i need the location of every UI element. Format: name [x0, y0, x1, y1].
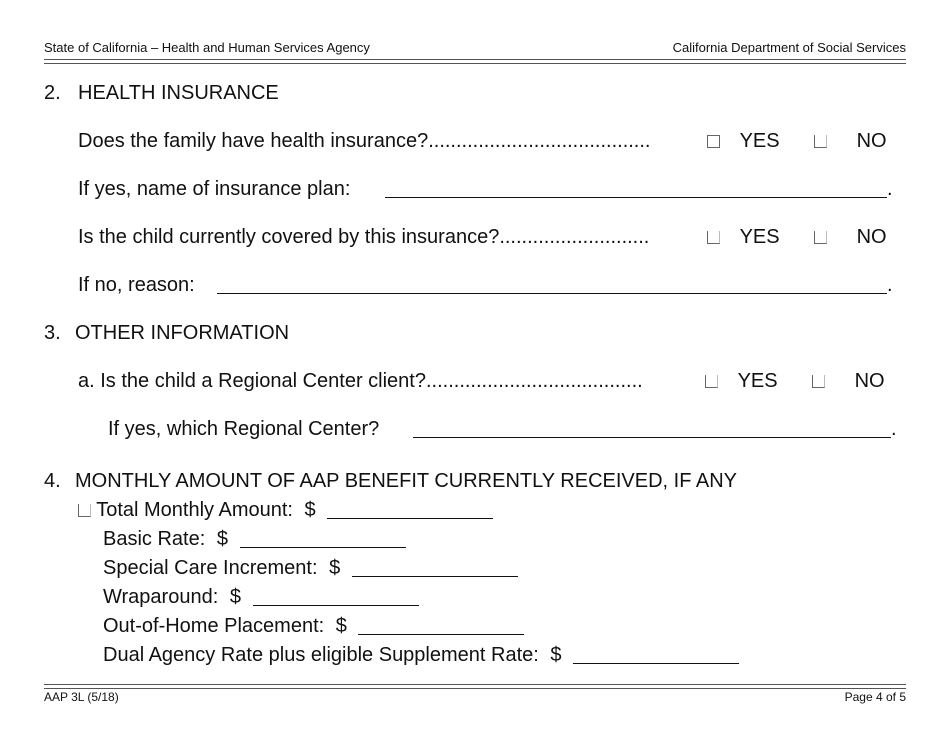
- plan-name-period: .: [887, 178, 893, 200]
- out-of-home-label: Out-of-Home Placement:: [103, 615, 325, 637]
- section-4-heading: [44, 470, 737, 493]
- child-covered-no-checkbox[interactable]: [814, 231, 827, 244]
- which-center-period: .: [891, 418, 897, 440]
- question-plan-name: [78, 178, 350, 201]
- question-plan-name-label: If yes, name of insurance plan:: [78, 178, 351, 200]
- has-insurance-no-option[interactable]: [814, 130, 887, 153]
- question-has-insurance-label: Does the family have health insurance?........................................: [78, 130, 651, 152]
- dual-agency-row: [103, 644, 739, 667]
- question-regional-center: [78, 370, 643, 393]
- total-monthly-checkbox[interactable]: [78, 504, 91, 517]
- child-covered-no-label: NO: [856, 226, 887, 248]
- header-department: California Department of Social Services: [672, 40, 906, 55]
- question-no-reason-label: If no, reason:: [78, 274, 195, 296]
- regional-center-no-label: NO: [854, 370, 885, 392]
- question-no-reason: [78, 274, 195, 297]
- dual-agency-label: Dual Agency Rate plus eligible Supplement Rate:: [103, 644, 539, 666]
- form-id: AAP 3L (5/18): [44, 690, 119, 704]
- basic-rate-blank[interactable]: [240, 529, 406, 548]
- question-regional-center-label: a. Is the child a Regional Center client?.......................................: [78, 370, 643, 392]
- section-3-heading: [44, 322, 289, 345]
- which-center-field[interactable]: [413, 418, 897, 441]
- total-monthly-row: [78, 499, 493, 522]
- header-rule-bottom: [44, 63, 906, 64]
- has-insurance-yes-checkbox[interactable]: [707, 135, 720, 148]
- total-monthly-blank[interactable]: [327, 500, 493, 519]
- plan-name-blank[interactable]: [385, 179, 887, 198]
- which-center-blank[interactable]: [413, 419, 891, 438]
- header-agency: State of California – Health and Human Services Agency: [44, 40, 370, 55]
- special-care-label: Special Care Increment:: [103, 557, 318, 579]
- question-child-covered: [78, 226, 649, 249]
- dual-agency-blank[interactable]: [573, 645, 739, 664]
- header-rule-top: [44, 59, 906, 60]
- question-has-insurance: [78, 130, 650, 153]
- plan-name-field[interactable]: [385, 178, 893, 201]
- basic-rate-label: Basic Rate:: [103, 528, 206, 550]
- page-number: Page 4 of 5: [844, 690, 906, 704]
- out-of-home-blank[interactable]: [358, 616, 524, 635]
- regional-center-no-checkbox[interactable]: [812, 375, 825, 388]
- regional-center-yes-checkbox[interactable]: [705, 375, 718, 388]
- has-insurance-yes-option[interactable]: [707, 130, 780, 153]
- has-insurance-yes-label: YES: [739, 130, 780, 152]
- has-insurance-no-checkbox[interactable]: [814, 135, 827, 148]
- basic-rate-row: [103, 528, 406, 551]
- no-reason-period: .: [887, 274, 893, 296]
- child-covered-yes-label: YES: [739, 226, 780, 248]
- total-monthly-label: Total Monthly Amount:: [96, 499, 293, 521]
- special-care-blank[interactable]: [352, 558, 518, 577]
- special-care-row: [103, 557, 518, 580]
- wraparound-blank[interactable]: [253, 587, 419, 606]
- section-4-number: 4.: [44, 470, 61, 492]
- no-reason-field[interactable]: [217, 274, 893, 297]
- question-which-center-label: If yes, which Regional Center?: [108, 418, 380, 440]
- footer-rule-top: [44, 684, 906, 685]
- footer-rule-bottom: [44, 688, 906, 689]
- question-which-center: [108, 418, 379, 441]
- section-2-heading: [44, 82, 279, 105]
- wraparound-label: Wraparound:: [103, 586, 219, 608]
- regional-center-yes-label: YES: [737, 370, 778, 392]
- out-of-home-currency: $: [335, 615, 347, 637]
- total-monthly-currency: $: [304, 499, 316, 521]
- wraparound-currency: $: [229, 586, 241, 608]
- no-reason-blank[interactable]: [217, 275, 887, 294]
- dual-agency-currency: $: [550, 644, 562, 666]
- regional-center-yes-option[interactable]: [705, 370, 778, 393]
- regional-center-no-option[interactable]: [812, 370, 885, 393]
- section-2-title: HEALTH INSURANCE: [78, 82, 279, 104]
- basic-rate-currency: $: [216, 528, 228, 550]
- section-2-number: 2.: [44, 82, 61, 104]
- special-care-currency: $: [329, 557, 341, 579]
- section-3-title: OTHER INFORMATION: [75, 322, 290, 344]
- section-4-title: MONTHLY AMOUNT OF AAP BENEFIT CURRENTLY RECEIVED, IF ANY: [75, 470, 737, 492]
- question-child-covered-label: Is the child currently covered by this insurance?...........................: [78, 226, 650, 248]
- has-insurance-no-label: NO: [856, 130, 887, 152]
- child-covered-no-option[interactable]: [814, 226, 887, 249]
- child-covered-yes-option[interactable]: [707, 226, 780, 249]
- out-of-home-row: [103, 615, 524, 638]
- child-covered-yes-checkbox[interactable]: [707, 231, 720, 244]
- wraparound-row: [103, 586, 419, 609]
- section-3-number: 3.: [44, 322, 61, 344]
